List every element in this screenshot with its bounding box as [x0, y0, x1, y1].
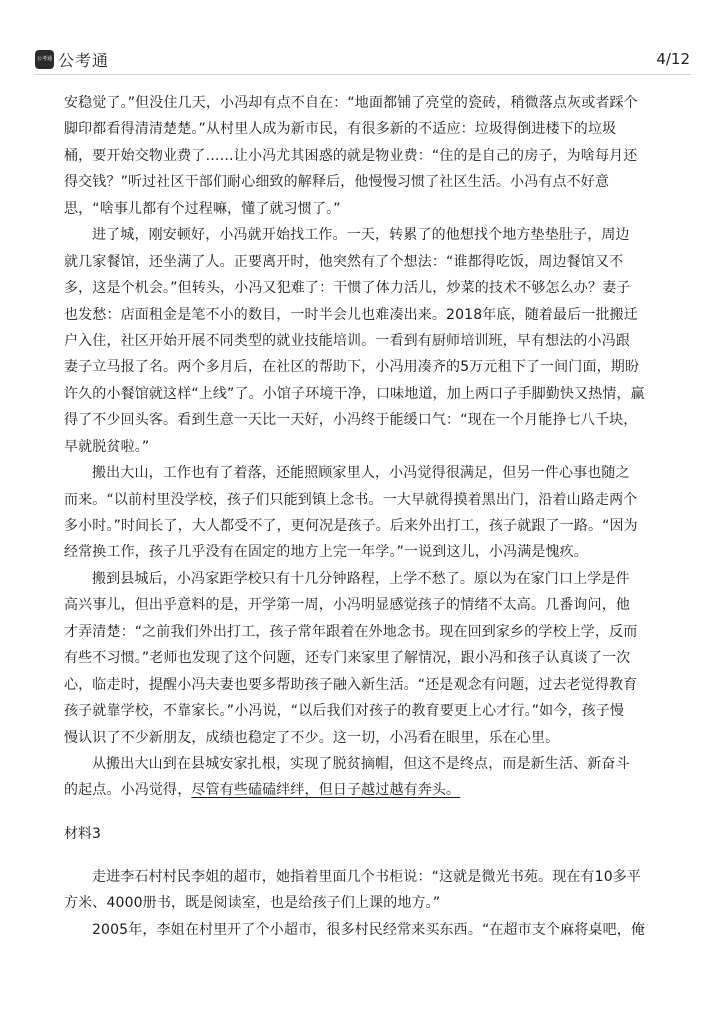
text-line: 得了不少回头客。看到生意一天比一天好，小冯终于能缓口气：“现在一个月能挣七八千块， — [64, 412, 638, 429]
text-line: 心，临走时，提醒小冯夫妻也要多帮助孩子融入新生活。“还是观念有问题，过去老觉得教育 — [64, 676, 638, 693]
text-line: 妻子立马报了名。两个多月后，在社区的帮助下，小冯用凑齐的5万元租下了一间门面，期盼 — [64, 359, 640, 376]
logo-badge-icon: 公考通 — [35, 50, 54, 69]
text-line: 方米、4000册书，既是阅读室，也是给孩子们上课的地方。” — [64, 895, 441, 912]
header-divider — [35, 74, 691, 75]
document-body — [64, 90, 664, 943]
text-line: 孩子就靠学校，不靠家长。”小冯说，“以后我们对孩子的教育要更上心才行。”如今，孩子慢 — [64, 703, 625, 720]
text-line: 户入住，社区开始开展不同类型的就业技能培训。一看到有厨师培训班，早有想法的小冯跟 — [64, 332, 630, 349]
text-line: 也发愁：店面租金是笔不小的数目，一时半会儿也难凑出来。2018年底，随着最后一批搬迁 — [64, 306, 638, 323]
text-line-with-underline — [64, 777, 664, 803]
underlined-sentence: 尽管有些磕磕绊绊，但日子越过越有奔头。 — [191, 782, 461, 799]
section-heading-material-3: 材料3 — [64, 825, 101, 842]
text-line: 才弄清楚：“之前我们外出打工，孩子常年跟着在外地念书。现在回到家乡的学校上学，反而 — [64, 623, 638, 640]
text-line: 桶，要开始交物业费了……让小冯尤其困惑的就是物业费：“住的是自己的房子，为啥每月还 — [64, 147, 638, 164]
text-segment: 的起点。小冯觉得， — [64, 782, 192, 799]
text-line: 搬出大山，工作也有了着落，还能照顾家里人，小冯觉得很满足，但另一件心事也随之 — [92, 465, 630, 482]
text-line: 得交钱？”听过社区干部们耐心细致的解释后，他慢慢习惯了社区生活。小冯有点不好意 — [64, 174, 610, 191]
text-line: 慢认识了不少新朋友，成绩也稳定了不少。这一切，小冯看在眼里，乐在心里。 — [64, 729, 560, 746]
text-line: 走进李石村村民李姐的超市，她指着里面几个书柜说：“这就是微光书苑。现在有10多平 — [92, 868, 642, 885]
spacer — [64, 848, 664, 864]
text-line: 多小时。”时间长了，大人都受不了，更何况是孩子。后来外出打工，孩子就跟了一路。“因为 — [64, 518, 638, 534]
text-line: 许久的小餐馆就这样“上线”了。小馆子环境干净，口味地道，加上两口子手脚勤快又热情，赢 — [64, 385, 645, 402]
text-line: 搬到县城后，小冯家距学校只有十几分钟路程，上学不愁了。原以为在家门口上学是件 — [92, 570, 630, 587]
text-line: 早就脱贫啦。” — [64, 438, 150, 455]
text-line: 有些不习惯。”老师也发现了这个问题，还专门来家里了解情况，跟小冯和孩子认真谈了一次 — [64, 650, 631, 667]
page-number: 4/12 — [656, 50, 690, 68]
text-line: 而来。“以前村里没学校，孩子们只能到镇上念书。一大早就得摸着黑出门，沿着山路走两个 — [64, 491, 638, 508]
text-line: 经常换工作，孩子几乎没有在固定的地方上完一年学。”一说到这儿，小冯满是愧疚。 — [64, 544, 588, 561]
text-line: 思，“啥事儿都有个过程嘛，懂了就习惯了。” — [64, 200, 341, 217]
text-line: 脚印都看得清清楚楚。”从村里人成为新市民，有很多新的不适应：垃圾得倒进楼下的垃圾 — [64, 121, 617, 138]
brand-name: 公考通 — [58, 51, 110, 70]
text-line: 就几家餐馆，还坐满了人。正要离开时，他突然有了个想法：“谁都得吃饭，周边餐馆又不 — [64, 253, 624, 270]
text-line: 2005年，李姐在村里开了个小超市，很多村民经常来买东西。“在超市支个麻将桌吧，俺 — [92, 921, 646, 938]
text-line: 多，这是个机会。”但转头，小冯又犯难了：干惯了体力活儿，炒菜的技术不够怎么办？妻子 — [64, 280, 631, 297]
text-line: 进了城，刚安顿好，小冯就开始找工作。一天，转累了的他想找个地方垫垫肚子，周边 — [92, 227, 630, 244]
page-header — [0, 0, 724, 80]
brand-logo — [35, 48, 109, 71]
text-line: 安稳觉了。”但没住几天，小冯却有点不自在：“地面都铺了亮堂的瓷砖，稍微落点灰或者踩个 — [64, 95, 638, 111]
text-line: 从搬出大山到在县城安家扎根，实现了脱贫摘帽，但这不是终点，而是新生活、新奋斗 — [92, 755, 630, 772]
text-line: 高兴事儿，但出乎意料的是，开学第一周，小冯明显感觉孩子的情绪不太高。几番询问，他 — [64, 597, 630, 614]
